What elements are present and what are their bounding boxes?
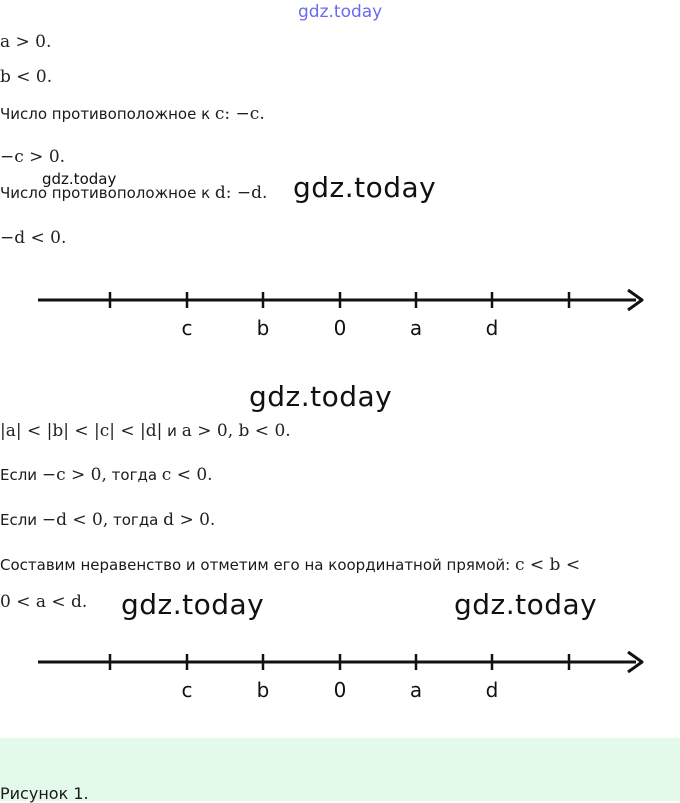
- axis-labels: [182, 678, 499, 702]
- number-line-1: [0, 284, 680, 344]
- modulus-and: и: [162, 422, 182, 440]
- axis-label-b: b: [256, 316, 270, 340]
- inequality-b-negative: b < 0.: [0, 67, 53, 87]
- inequality-neg-d: −d < 0.: [0, 228, 67, 248]
- axis-label-d: d: [485, 316, 499, 340]
- if-c-math2: c < 0.: [161, 465, 213, 485]
- watermark-top: gdz.today: [298, 2, 383, 22]
- axis-label-a: a: [409, 678, 423, 702]
- if-c-if: Если: [0, 466, 42, 484]
- axis-label-c: c: [181, 316, 193, 340]
- modulus-math-2: a > 0, b < 0.: [181, 421, 291, 441]
- opposite-c-math: c: −c.: [214, 104, 265, 124]
- inequality-a-positive: a > 0.: [0, 32, 52, 52]
- axis-label-c: c: [181, 678, 193, 702]
- axis-label-a: a: [409, 316, 423, 340]
- if-d-then: тогда: [108, 511, 164, 529]
- if-c-then: тогда: [106, 466, 162, 484]
- inequality-neg-c: −c > 0.: [0, 147, 66, 167]
- opposite-d-line: [0, 183, 267, 203]
- opposite-d-math: d: −d.: [214, 183, 268, 203]
- compose-math: c < b <: [514, 555, 581, 575]
- watermark-big-4: gdz.today: [454, 588, 598, 621]
- opposite-c-line: [0, 104, 265, 124]
- axis-labels: [182, 316, 499, 340]
- if-d-if: Если: [0, 511, 42, 529]
- axis-label-b: b: [256, 678, 270, 702]
- figure-caption: Рисунок 1.: [0, 784, 89, 803]
- axis-label-zero: 0: [333, 678, 347, 702]
- number-line-2: [0, 646, 680, 706]
- opposite-d-text: Число противоположное к: [0, 184, 215, 202]
- if-c-line: [0, 465, 213, 485]
- modulus-line: [0, 421, 291, 441]
- watermark-big-3: gdz.today: [121, 588, 265, 621]
- opposite-c-text: Число противоположное к: [0, 105, 215, 123]
- caption-panel: [0, 738, 680, 801]
- compose-math-continued: 0 < a < d.: [0, 592, 88, 612]
- if-d-math2: d > 0.: [163, 510, 216, 530]
- axis-label-zero: 0: [333, 316, 347, 340]
- axis-label-d: d: [485, 678, 499, 702]
- if-d-line: [0, 510, 215, 530]
- if-d-math1: −d < 0,: [41, 510, 109, 530]
- if-c-math1: −c > 0,: [41, 465, 107, 485]
- watermark-small: gdz.today: [42, 170, 117, 188]
- compose-text: Составим неравенство и отметим его на координатной прямой:: [0, 556, 515, 574]
- watermark-big-1: gdz.today: [293, 171, 437, 204]
- modulus-math: |a| < |b| < |c| < |d|: [0, 421, 163, 441]
- watermark-big-2: gdz.today: [249, 380, 393, 413]
- compose-line: [0, 555, 580, 575]
